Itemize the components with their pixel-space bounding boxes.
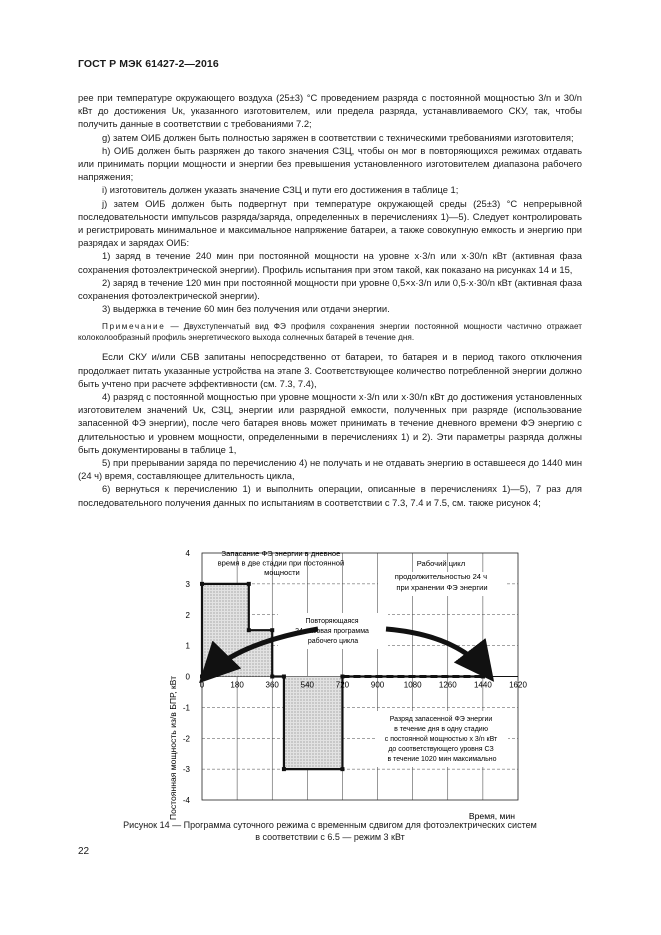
caption-line: Рисунок 14 — Программа суточного режима с временным сдвигом для фотоэлектрических систем: [123, 820, 537, 830]
paragraph: 1) заряд в течение 240 мин при постоянной мощности на уровне x·3/n или x·30/n кВт (активная фаза сохранения фотоэлектрической энергии). Профиль испытания при этом такой, как показано на рисунках 14 и 15,: [78, 250, 582, 275]
profile-point: [481, 675, 485, 679]
x-tick-label: 900: [370, 680, 385, 690]
ann-line: 24-часовая программа: [295, 628, 369, 635]
profile-point: [247, 582, 251, 586]
profile-point: [282, 767, 286, 771]
ann-line: до соответствующего уровня СЗ: [388, 746, 494, 753]
paragraph: h) ОИБ должен быть разряжен до такого значения СЗЦ, чтобы он мог в повторяющихся режимах отдавать или принимать порции мощности и энергии без превышения установленного изготовителем диапазона рабочего напряжения;: [78, 144, 582, 183]
profile-point: [200, 582, 204, 586]
note: [78, 321, 582, 343]
energy-area: [249, 630, 272, 676]
page-number: 22: [78, 846, 90, 857]
paragraph: 4) разряд с постоянной мощностью при уровне мощности x·3/n или x·30/n кВт до достижения установленных изготовителем значений Uк, СЗЦ, энергии или разрядной емкости, полученных при разряде (использование запасенной ФЭ энергии), после чего батарея вновь может принимать в течение дневного времени ФЭ энергию с длительностью и уровнем мощности, определенными в перечислениях 1) и 2). Эти параметры разряда должны быть документированы в таблице 1,: [78, 391, 582, 455]
x-tick-label: 1080: [403, 680, 422, 690]
paragraph: i) изготовитель должен указать значение СЗЦ и пути его достижения в таблице 1;: [102, 184, 459, 196]
profile-point: [340, 675, 344, 679]
caption-line: в соответствии с 6.5 — режим 3 кВт: [255, 831, 405, 842]
ann-line: время в две стадии при постоянной: [217, 558, 345, 568]
paragraph: j) затем ОИБ должен быть подвергнут при температуре окружающей среды (25±3) °С непрерывной последовательности импульсов разряда/заряда, определенных в перечислениях 1)—5). Следует контролировать и регистрировать минимальное и максимальное напряжение батареи, а также совокупную емкость и энергию при разрядах и зарядах ОИБ:: [78, 197, 582, 249]
paragraph: рее при температуре окружающего воздуха (25±3) °С проведением разряда с постоянной мощностью 3/n и 30/n кВт до достижения Uк, указанного изготовителем, или предела разряда, устанавливаемого СКУ, так, чтобы получить данные в соответствии с требованиями 7.2;: [78, 92, 582, 130]
x-tick-label: 360: [265, 680, 279, 690]
ann-line: Рабочий цикл: [416, 559, 466, 568]
y-axis-label: Постоянная мощность из/в БПР, кВт: [168, 675, 178, 821]
ann-line: с постоянной мощностью x 3/n кВт: [384, 736, 498, 743]
document-header: ГОСТ Р МЭК 61427-2—2016: [78, 58, 219, 70]
arrow-right: [386, 629, 488, 674]
profile-point: [340, 767, 344, 771]
figure-chart: [78, 543, 582, 843]
ann-line: рабочего цикла: [307, 638, 359, 645]
x-tick-label: 1620: [509, 680, 527, 690]
y-tick-label: -1: [182, 703, 190, 713]
ann-line: при хранении ФЭ энергии: [396, 583, 488, 592]
x-tick-label: 1440: [473, 680, 492, 690]
x-tick-label: 540: [300, 680, 315, 690]
ann-line: мощности: [264, 568, 300, 577]
y-tick-label: 3: [185, 579, 190, 589]
profile-point: [247, 628, 251, 632]
x-tick-label: 0: [199, 680, 205, 690]
x-tick-label: 1260: [438, 680, 457, 690]
ann-line: в течение дня в одну стадию: [394, 726, 488, 733]
y-tick-label: 1: [185, 641, 190, 651]
x-axis-label: Время, мин: [468, 811, 515, 821]
ann-line: в течение 1020 мин максимально: [387, 756, 497, 763]
paragraph: 3) выдержка в течение 60 мин без получения или отдачи энергии.: [102, 303, 390, 315]
y-tick-label: -4: [182, 796, 190, 805]
profile-point: [270, 628, 274, 632]
x-tick-label: 180: [230, 680, 244, 690]
paragraph: 2) заряд в течение 120 мин при постоянной мощности при уровне 0,5×x·3/n или 0,5·x·30/n кВт (активная фаза сохранения фотоэлектрической энергии).: [78, 276, 582, 302]
note-label: Примечание: [102, 322, 166, 332]
x-tick-label: 720: [335, 680, 350, 690]
paragraph: 6) вернуться к перечислению 1) и выполнить операции, описанные в перечислениях 1)—5), 7 раз для последовательного получения данных по испытаниям в соответствии с 7.3, 7.4 и 7.5, см. также рисунок 4;: [78, 483, 582, 508]
y-tick-label: 2: [185, 610, 190, 620]
y-tick-label: 0: [185, 672, 190, 682]
ann-line: Разряд запасенной ФЭ энергии: [389, 716, 493, 723]
ann-line: Запасание ФЭ энергии в дневное: [221, 549, 341, 558]
ann-line: продолжительностью 24 ч: [394, 572, 488, 581]
paragraph: 5) при прерывании заряда по перечислению 4) не получать и не отдавать энергию в оставшееся до 1440 мин (24 ч) время, составляющее длительность цикла,: [78, 457, 582, 482]
annotation-cycle: [395, 559, 489, 592]
paragraph: Если СКУ и/или СБВ запитаны непосредственно от батареи, то батарея и в период такого отключения продолжает питать указанные устройства на этапе 3. Соответствующее количество потребленной энергии должно быть учтено при расчете эффективности (см. 7.3, 7.4),: [78, 351, 582, 389]
ann-line: Повторяющаяся: [305, 618, 359, 625]
y-tick-label: -3: [182, 765, 190, 775]
body-text: [78, 91, 582, 509]
y-tick-label: -2: [182, 734, 190, 744]
profile-point: [200, 675, 204, 679]
y-tick-label: 4: [185, 549, 190, 558]
figure-caption: [78, 820, 582, 843]
energy-area: [284, 677, 343, 770]
paragraph: g) затем ОИБ должен быть полностью заряжен в соответствии с техническими требованиями изготовителя;: [102, 131, 574, 143]
annotation-discharge: [385, 715, 499, 763]
note-text: — Двухступенчатый вид ФЭ профиля сохранения энергии постоянной мощности частично отражает колоколообразный профиль энергетического выхода солнечных батарей в течение дня.: [78, 322, 582, 343]
profile-point: [282, 675, 286, 679]
profile-point: [270, 675, 274, 679]
